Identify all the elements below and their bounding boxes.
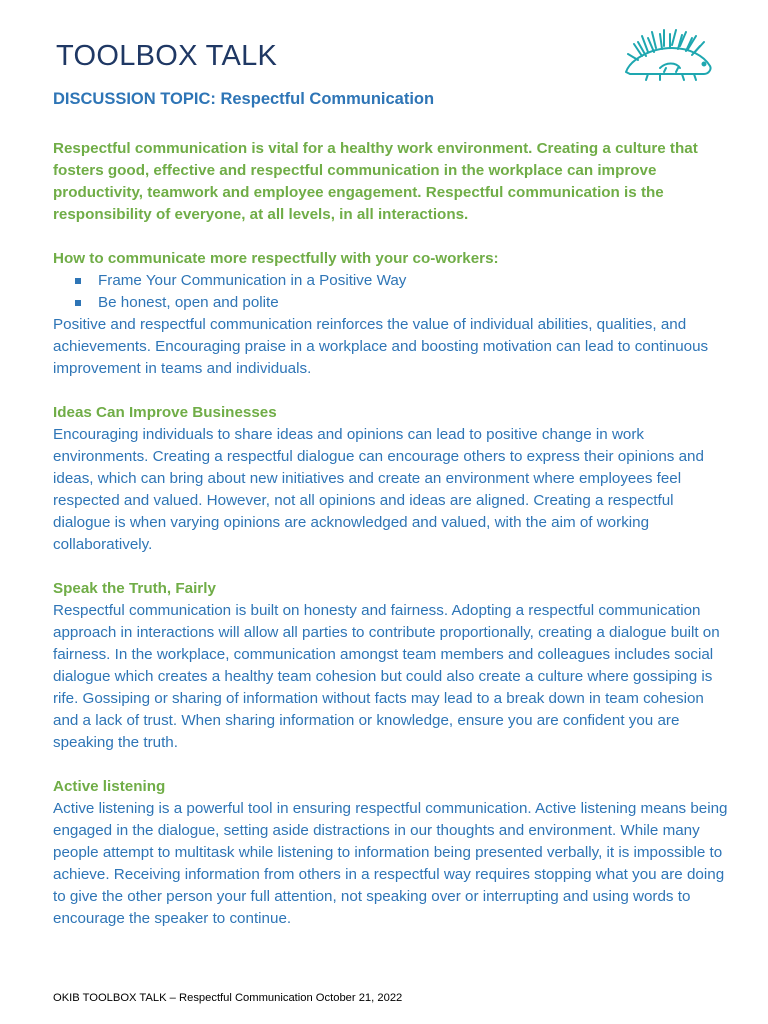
section-paragraph-truth: Respectful communication is built on honesty and fairness. Adopting a respectful communication approach in interactions will allow all parties to contribute proportionally, creating a dialogue built on fairness. In the workplace, communication amongst team members and colleagues includes social dialogue which creates a healthy team cohesion but could also create a culture where gossiping is rife. Gossiping or sharing of information without facts may lead to a break down in team cohesion and a lack of trust. When sharing information or knowledge, ensure you are confident you are speaking the truth.: [53, 602, 720, 751]
section-heading-ideas: Ideas Can Improve Businesses: [53, 404, 277, 421]
bullet-list: [53, 270, 728, 314]
porcupine-logo-icon: [620, 26, 720, 82]
list-item: [75, 270, 728, 292]
page-footer: OKIB TOOLBOX TALK – Respectful Communication October 21, 2022: [53, 992, 403, 1004]
square-bullet-icon: [75, 300, 81, 306]
discussion-topic: DISCUSSION TOPIC: Respectful Communication: [53, 90, 435, 108]
section-paragraph-listening: Active listening is a powerful tool in ensuring respectful communication. Active listening means being engaged in the dialogue, setting aside distractions in our thoughts and environment. While many people attempt to multitask while listening to information being presented verbally, it is impossible to achieve. Receiving information from others in a respectful way requires stopping what you are doing to give the other person your full attention, not speaking over or interrupting and using words to encourage the speaker to continue.: [53, 800, 728, 927]
section-heading-listening: Active listening: [53, 778, 166, 795]
how-to-paragraph: Positive and respectful communication reinforces the value of individual abilities, qualities, and achievements. Encouraging praise in a workplace and boosting motivation can lead to continuous improvement in teams and individuals.: [53, 316, 709, 377]
section-paragraph-ideas: Encouraging individuals to share ideas and opinions can lead to positive change in work environments. Creating a respectful dialogue can encourage others to express their opinions and ideas, which can bring about new initiatives and create an environment where employees feel respected and valued. However, not all opinions and ideas are aligned. Creating a respectful dialogue is when varying opinions are acknowledged and valued, with the aim of working collaboratively.: [53, 426, 704, 553]
bullet-text: Frame Your Communication in a Positive Way: [98, 272, 407, 289]
section-heading-truth: Speak the Truth, Fairly: [53, 580, 216, 597]
section-heading-how-to: How to communicate more respectfully with your co-workers:: [53, 250, 499, 267]
bullet-text: Be honest, open and polite: [98, 294, 279, 311]
page-title: TOOLBOX TALK: [56, 40, 278, 72]
square-bullet-icon: [75, 278, 81, 284]
intro-paragraph: Respectful communication is vital for a healthy work environment. Creating a culture that fosters good, effective and respectful communication in the workplace can improve productivity, teamwork and employee engagement. Respectful communication is the responsibility of everyone, at all levels, in all interactions.: [53, 140, 698, 223]
list-item: [75, 292, 728, 314]
document-body: [53, 138, 728, 930]
